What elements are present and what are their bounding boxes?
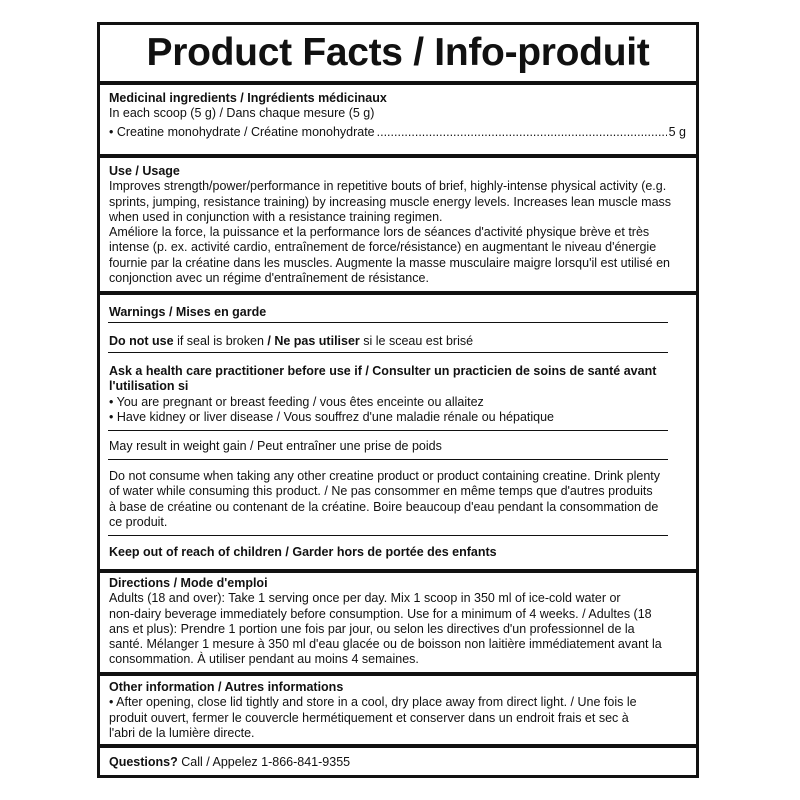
medicinal-heading: Medicinal ingredients / Ingrédients médicinaux	[109, 91, 387, 105]
dot-leader	[377, 125, 667, 140]
use-line: when used in conjunction with a resistance training regimen.	[109, 209, 443, 224]
use-line: Improves strength/power/performance in repetitive bouts of brief, highly-intense physical activity (e.g.	[109, 179, 667, 194]
section-divider	[100, 569, 696, 573]
use-line: conjonction avec un régime d'entraînement de résistance.	[109, 271, 429, 286]
seal-warning	[109, 334, 686, 349]
directions-line: Adults (18 and over): Take 1 serving once per day. Mix 1 scoop in 350 ml of ice-cold water or	[109, 591, 621, 606]
section-divider	[100, 744, 696, 748]
children-warning-text: Keep out of reach of children / Garder hors de portée des enfants	[109, 545, 497, 559]
serving-size: In each scoop (5 g) / Dans chaque mesure (5 g)	[109, 106, 375, 121]
creatine-line: à base de créatine ou contenant de la créatine. Boire beaucoup d'eau pendant la consommation de	[109, 499, 659, 514]
section-divider	[100, 672, 696, 676]
warnings-heading-text: Warnings / Mises en garde	[109, 305, 267, 319]
questions-phone: Call / Appelez 1-866-841-9355	[177, 755, 351, 769]
directions-heading: Directions / Mode d'emploi	[109, 576, 268, 590]
directions-line: consommation. À utiliser pendant au moins 4 semaines.	[109, 652, 419, 667]
children-warning	[109, 545, 686, 560]
weight-warning-text: May result in weight gain / Peut entraîner une prise de poids	[109, 439, 442, 453]
medicinal-section	[109, 91, 686, 140]
ingredient-row	[109, 125, 686, 140]
directions-line: santé. Mélanger 1 mesure à 350 ml d'eau glacée ou de boisson non laitière immédiatement avant la	[109, 637, 662, 652]
section-divider	[100, 291, 696, 295]
section-divider	[100, 154, 696, 158]
use-line: Améliore la force, la puissance et la performance lors de séances d'activité physique brève et très	[109, 225, 650, 240]
consult-heading: Ask a health care practitioner before use if / Consulter un practicien de soins de santé avant	[109, 364, 657, 378]
product-facts-panel	[97, 22, 699, 778]
warnings-divider	[108, 352, 668, 353]
other-section	[109, 680, 686, 741]
weight-warning	[109, 439, 686, 454]
directions-section	[109, 576, 686, 668]
use-line: fournie par la créatine dans les muscles. Augmente la masse musculaire maigre lorsqu'il est utilisé en	[109, 255, 670, 270]
seal-bold-en: Do not use	[109, 334, 174, 348]
other-line: produit ouvert, fermer le couvercle hermétiquement et conserver dans un endroit frais et sec à	[109, 710, 629, 725]
creatine-warning	[109, 469, 686, 530]
seal-bold-fr: / Ne pas utiliser	[267, 334, 360, 348]
consult-item: • Have kidney or liver disease / Vous souffrez d'une maladie rénale ou hépatique	[109, 409, 555, 424]
panel-title: Product Facts / Info-produit	[146, 31, 650, 74]
warnings-divider	[108, 459, 668, 460]
creatine-line: Do not consume when taking any other creatine product or product containing creatine. Drink plenty	[109, 469, 661, 483]
other-line: l'abri de la lumière directe.	[109, 725, 255, 740]
questions-label: Questions?	[109, 755, 178, 769]
other-line: • After opening, close lid tightly and store in a cool, dry place away from direct light. / Une fois le	[109, 695, 637, 710]
warnings-divider	[108, 535, 668, 536]
questions-line	[109, 755, 686, 770]
ingredient-name: • Creatine monohydrate / Créatine monohydrate	[109, 124, 375, 139]
creatine-line: of water while consuming this product. / Ne pas consommer en même temps que d'autres produits	[109, 484, 653, 499]
creatine-line: ce produit.	[109, 514, 168, 529]
use-heading: Use / Usage	[109, 164, 180, 178]
warnings-heading	[109, 305, 686, 320]
warnings-divider	[108, 430, 668, 431]
use-section	[109, 164, 686, 286]
use-line: sprints, jumping, resistance training) by increasing muscle energy levels. Increases lean muscle mass	[109, 194, 672, 209]
other-heading: Other information / Autres informations	[109, 680, 344, 694]
ingredient-amount: 5 g	[668, 124, 686, 139]
directions-line: non-dairy beverage immediately before consumption. Use for a minimum of 4 weeks. / Adultes (18	[109, 606, 652, 621]
seal-text-en: if seal is broken	[173, 334, 268, 348]
consult-heading: l'utilisation si	[109, 379, 189, 394]
warnings-divider	[108, 322, 668, 323]
use-line: intense (p. ex. activité cardio, entraînement de force/résistance) en augmentant le niveau d'énergie	[109, 240, 657, 255]
seal-text-fr: si le sceau est brisé	[359, 334, 474, 348]
directions-line: ans et plus): Prendre 1 portion une fois par jour, ou selon les directives d'un professionnel de la	[109, 621, 635, 636]
consult-warning	[109, 364, 686, 425]
consult-item: • You are pregnant or breast feeding / vous êtes enceinte ou allaitez	[109, 394, 484, 409]
title-divider	[100, 81, 696, 85]
